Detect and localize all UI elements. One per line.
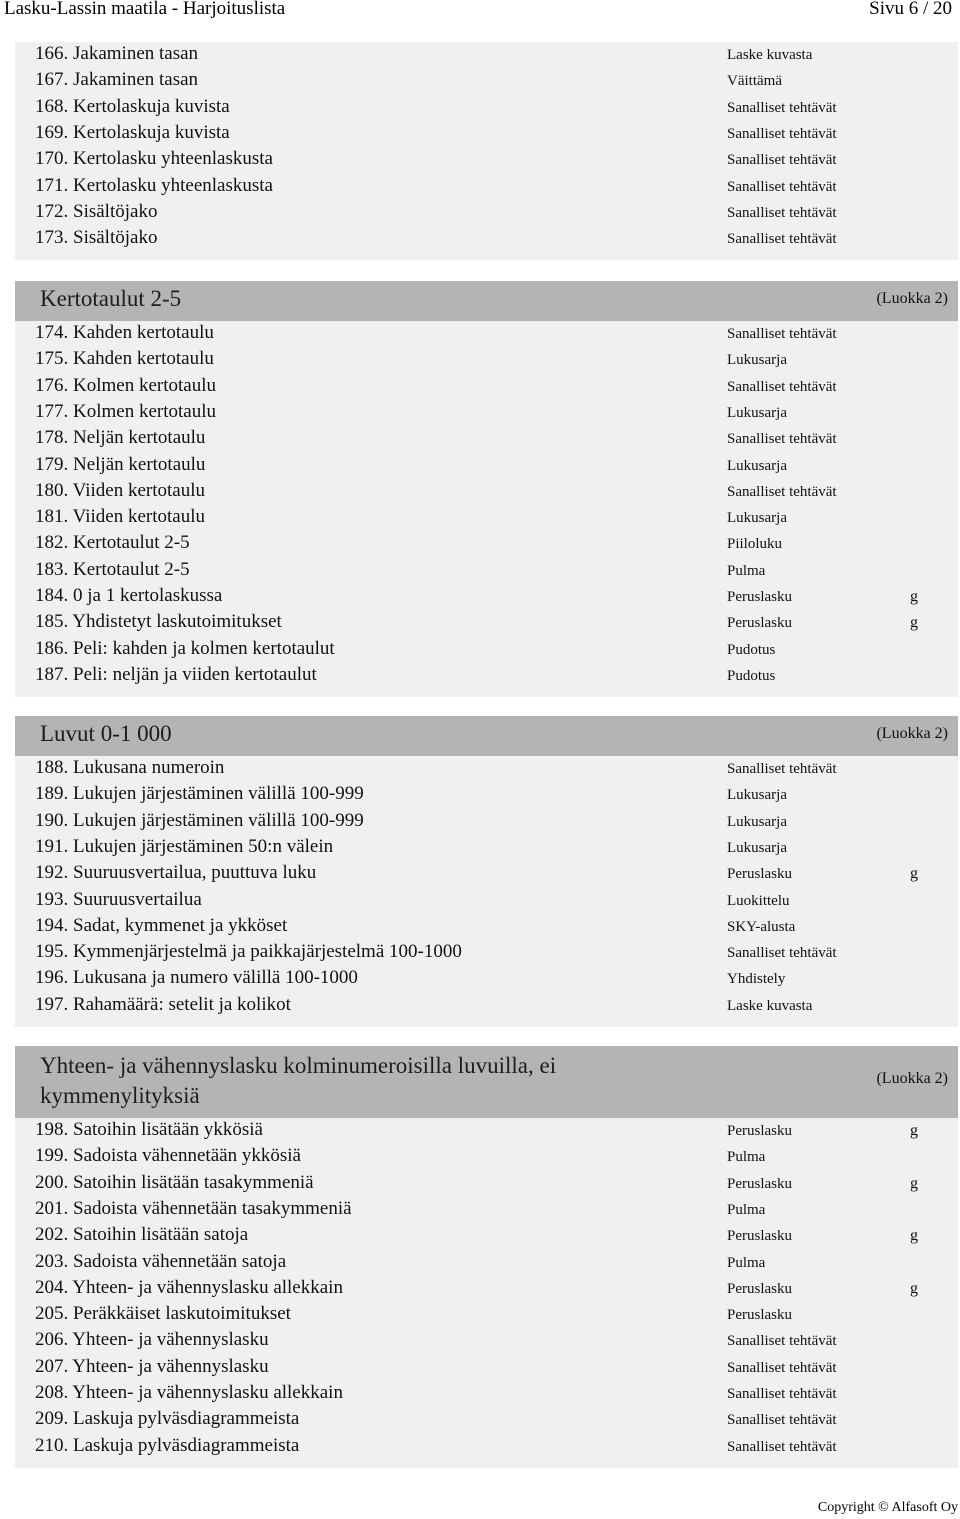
- exercise-name: 171. Kertolasku yhteenlaskusta: [35, 175, 273, 196]
- exercise-name: 203. Sadoista vähennetään satoja: [35, 1251, 287, 1272]
- exercise-type: Sanalliset tehtävät: [727, 1412, 837, 1428]
- exercise-row: [15, 42, 958, 68]
- exercise-name: 194. Sadat, kymmenet ja ykköset: [35, 915, 288, 936]
- exercise-type: Sanalliset tehtävät: [727, 231, 837, 247]
- exercise-row: [15, 479, 958, 505]
- exercise-row: [15, 1250, 958, 1276]
- exercise-row: [15, 1171, 958, 1197]
- exercise-row: [15, 756, 958, 782]
- exercise-flag: g: [910, 588, 918, 605]
- exercise-row: [15, 321, 958, 347]
- exercise-row: [15, 966, 958, 992]
- exercise-name: 189. Lukujen järjestäminen välillä 100-999: [35, 783, 364, 804]
- exercise-name: 198. Satoihin lisätään ykkösiä: [35, 1119, 263, 1140]
- exercise-row: [15, 347, 958, 373]
- section-header: [15, 281, 958, 321]
- exercise-row: [15, 782, 958, 808]
- exercise-row: [15, 888, 958, 914]
- exercise-type: Peruslasku: [727, 1281, 792, 1297]
- exercise-name: 183. Kertotaulut 2-5: [35, 559, 190, 580]
- exercise-type: Pulma: [727, 563, 766, 579]
- exercise-block: [15, 42, 958, 260]
- exercise-row: [15, 226, 958, 252]
- exercise-name: 208. Yhteen- ja vähennyslasku allekkain: [35, 1382, 343, 1403]
- exercise-type: Sanalliset tehtävät: [727, 1439, 837, 1455]
- exercise-row: [15, 68, 958, 94]
- exercise-row: [15, 1355, 958, 1381]
- exercise-name: 169. Kertolaskuja kuvista: [35, 122, 230, 143]
- exercise-type: Peruslasku: [727, 866, 792, 882]
- exercise-name: 166. Jakaminen tasan: [35, 43, 199, 64]
- exercise-name: 209. Laskuja pylväsdiagrammeista: [35, 1408, 300, 1429]
- exercise-row: [15, 1144, 958, 1170]
- exercise-type: Luokittelu: [727, 893, 790, 909]
- exercise-type: Sanalliset tehtävät: [727, 1386, 837, 1402]
- exercise-name: 174. Kahden kertotaulu: [35, 322, 214, 343]
- section-title: Yhteen- ja vähennyslasku kolminumeroisilla luvuilla, ei kymmenylityksiä: [40, 1053, 557, 1108]
- exercise-row: [15, 400, 958, 426]
- exercise-name: 180. Viiden kertotaulu: [35, 480, 206, 501]
- exercise-type: Pudotus: [727, 668, 776, 684]
- grade-label: (Luokka 2): [876, 1070, 948, 1087]
- exercise-row: [15, 610, 958, 636]
- exercise-type: Lukusarja: [727, 510, 787, 526]
- exercise-name: 210. Laskuja pylväsdiagrammeista: [35, 1435, 300, 1456]
- exercise-flag: g: [910, 1175, 918, 1192]
- exercise-row: [15, 200, 958, 226]
- exercise-row: [15, 1118, 958, 1144]
- exercise-type: Pulma: [727, 1255, 766, 1271]
- exercise-name: 170. Kertolasku yhteenlaskusta: [35, 148, 273, 169]
- page-number: Sivu 6 / 20: [869, 0, 952, 19]
- exercise-name: 187. Peli: neljän ja viiden kertotaulut: [35, 664, 317, 685]
- exercise-name: 176. Kolmen kertotaulu: [35, 375, 216, 396]
- exercise-row: [15, 426, 958, 452]
- exercise-type: Sanalliset tehtävät: [727, 205, 837, 221]
- section-header: [15, 716, 958, 756]
- exercise-type: Sanalliset tehtävät: [727, 761, 837, 777]
- exercise-row: [15, 940, 958, 966]
- exercise-name: 206. Yhteen- ja vähennyslasku: [35, 1329, 269, 1350]
- exercise-block: [15, 756, 958, 1027]
- exercise-type: Sanalliset tehtävät: [727, 100, 837, 116]
- exercise-row: [15, 993, 958, 1019]
- exercise-name: 190. Lukujen järjestäminen välillä 100-999: [35, 810, 364, 831]
- exercise-name: 173. Sisältöjako: [35, 227, 158, 248]
- document-title: Lasku-Lassin maatila - Harjoituslista: [4, 0, 286, 19]
- exercise-name: 202. Satoihin lisätään satoja: [35, 1224, 249, 1245]
- exercise-name: 200. Satoihin lisätään tasakymmeniä: [35, 1172, 314, 1193]
- exercise-block: [15, 321, 958, 697]
- exercise-name: 175. Kahden kertotaulu: [35, 348, 214, 369]
- grade-label: (Luokka 2): [876, 290, 948, 307]
- exercise-name: 182. Kertotaulut 2-5: [35, 532, 190, 553]
- exercise-row: [15, 1328, 958, 1354]
- exercise-name: 168. Kertolaskuja kuvista: [35, 96, 230, 117]
- exercise-name: 167. Jakaminen tasan: [35, 69, 199, 90]
- exercise-row: [15, 531, 958, 557]
- exercise-row: [15, 95, 958, 121]
- exercise-row: [15, 1381, 958, 1407]
- exercise-type: Peruslasku: [727, 589, 792, 605]
- exercise-name: 201. Sadoista vähennetään tasakymmeniä: [35, 1198, 352, 1219]
- exercise-flag: g: [910, 1227, 918, 1244]
- exercise-name: 179. Neljän kertotaulu: [35, 454, 206, 475]
- exercise-type: Peruslasku: [727, 1123, 792, 1139]
- exercise-name: 192. Suuruusvertailua, puuttuva luku: [35, 862, 317, 883]
- exercise-name: 177. Kolmen kertotaulu: [35, 401, 216, 422]
- exercise-name: 186. Peli: kahden ja kolmen kertotaulut: [35, 638, 335, 659]
- exercise-block: [15, 1118, 958, 1468]
- exercise-type: Sanalliset tehtävät: [727, 431, 837, 447]
- exercise-type: Sanalliset tehtävät: [727, 326, 837, 342]
- exercise-name: 199. Sadoista vähennetään ykkösiä: [35, 1145, 301, 1166]
- exercise-type: Laske kuvasta: [727, 47, 813, 63]
- exercise-row: [15, 914, 958, 940]
- exercise-type: Sanalliset tehtävät: [727, 1360, 837, 1376]
- exercise-type: Peruslasku: [727, 1176, 792, 1192]
- exercise-name: 205. Peräkkäiset laskutoimitukset: [35, 1303, 291, 1324]
- exercise-type: Sanalliset tehtävät: [727, 945, 837, 961]
- exercise-type: Laske kuvasta: [727, 998, 813, 1014]
- exercise-name: 184. 0 ja 1 kertolaskussa: [35, 585, 223, 606]
- section-title: Kertotaulut 2-5: [40, 286, 182, 311]
- exercise-type: Sanalliset tehtävät: [727, 484, 837, 500]
- exercise-type: SKY-alusta: [727, 919, 796, 935]
- exercise-row: [15, 1276, 958, 1302]
- exercise-row: [15, 174, 958, 200]
- exercise-type: Yhdistely: [727, 971, 786, 987]
- exercise-type: Peruslasku: [727, 1307, 792, 1323]
- exercise-name: 195. Kymmenjärjestelmä ja paikkajärjestelmä 100-1000: [35, 941, 462, 962]
- exercise-type: Sanalliset tehtävät: [727, 152, 837, 168]
- exercise-type: Lukusarja: [727, 352, 787, 368]
- exercise-flag: g: [910, 865, 918, 882]
- exercise-type: Peruslasku: [727, 1228, 792, 1244]
- exercise-row: [15, 558, 958, 584]
- exercise-type: Sanalliset tehtävät: [727, 1333, 837, 1349]
- exercise-type: Lukusarja: [727, 787, 787, 803]
- page-header: [0, 0, 960, 26]
- exercise-row: [15, 861, 958, 887]
- exercise-type: Pudotus: [727, 642, 776, 658]
- exercise-row: [15, 663, 958, 689]
- exercise-flag: g: [910, 1280, 918, 1297]
- grade-label: (Luokka 2): [876, 725, 948, 742]
- exercise-name: 188. Lukusana numeroin: [35, 757, 225, 778]
- exercise-type: Väittämä: [727, 73, 782, 89]
- exercise-flag: g: [910, 614, 918, 631]
- exercise-name: 172. Sisältöjako: [35, 201, 158, 222]
- copyright-footer: Copyright © Alfasoft Oy: [817, 1500, 958, 1515]
- exercise-name: 181. Viiden kertotaulu: [35, 506, 206, 527]
- exercise-type: Lukusarja: [727, 458, 787, 474]
- exercise-type: Peruslasku: [727, 615, 792, 631]
- exercise-type: Sanalliset tehtävät: [727, 379, 837, 395]
- exercise-row: [15, 147, 958, 173]
- exercise-row: [15, 1223, 958, 1249]
- section-header: [15, 1046, 958, 1118]
- exercise-name: 191. Lukujen järjestäminen 50:n välein: [35, 836, 334, 857]
- exercise-name: 178. Neljän kertotaulu: [35, 427, 206, 448]
- exercise-row: [15, 121, 958, 147]
- exercise-name: 185. Yhdistetyt laskutoimitukset: [35, 611, 282, 632]
- exercise-row: [15, 1407, 958, 1433]
- section-title: Luvut 0-1 000: [40, 721, 172, 746]
- exercise-type: Pulma: [727, 1202, 766, 1218]
- exercise-row: [15, 453, 958, 479]
- exercise-name: 196. Lukusana ja numero välillä 100-1000: [35, 967, 358, 988]
- exercise-type: Piiloluku: [727, 536, 783, 552]
- exercise-name: 197. Rahamäärä: setelit ja kolikot: [35, 994, 291, 1015]
- exercise-type: Sanalliset tehtävät: [727, 179, 837, 195]
- exercise-name: 204. Yhteen- ja vähennyslasku allekkain: [35, 1277, 343, 1298]
- exercise-type: Lukusarja: [727, 840, 787, 856]
- exercise-row: [15, 1302, 958, 1328]
- exercise-type: Lukusarja: [727, 405, 787, 421]
- exercise-name: 193. Suuruusvertailua: [35, 889, 202, 910]
- exercise-type: Sanalliset tehtävät: [727, 126, 837, 142]
- exercise-row: [15, 374, 958, 400]
- exercise-row: [15, 1434, 958, 1460]
- exercise-row: [15, 1197, 958, 1223]
- exercise-row: [15, 584, 958, 610]
- exercise-row: [15, 505, 958, 531]
- exercise-type: Pulma: [727, 1149, 766, 1165]
- exercise-row: [15, 637, 958, 663]
- exercise-row: [15, 809, 958, 835]
- exercise-flag: g: [910, 1122, 918, 1139]
- exercise-row: [15, 835, 958, 861]
- exercise-type: Lukusarja: [727, 814, 787, 830]
- exercise-name: 207. Yhteen- ja vähennyslasku: [35, 1356, 269, 1377]
